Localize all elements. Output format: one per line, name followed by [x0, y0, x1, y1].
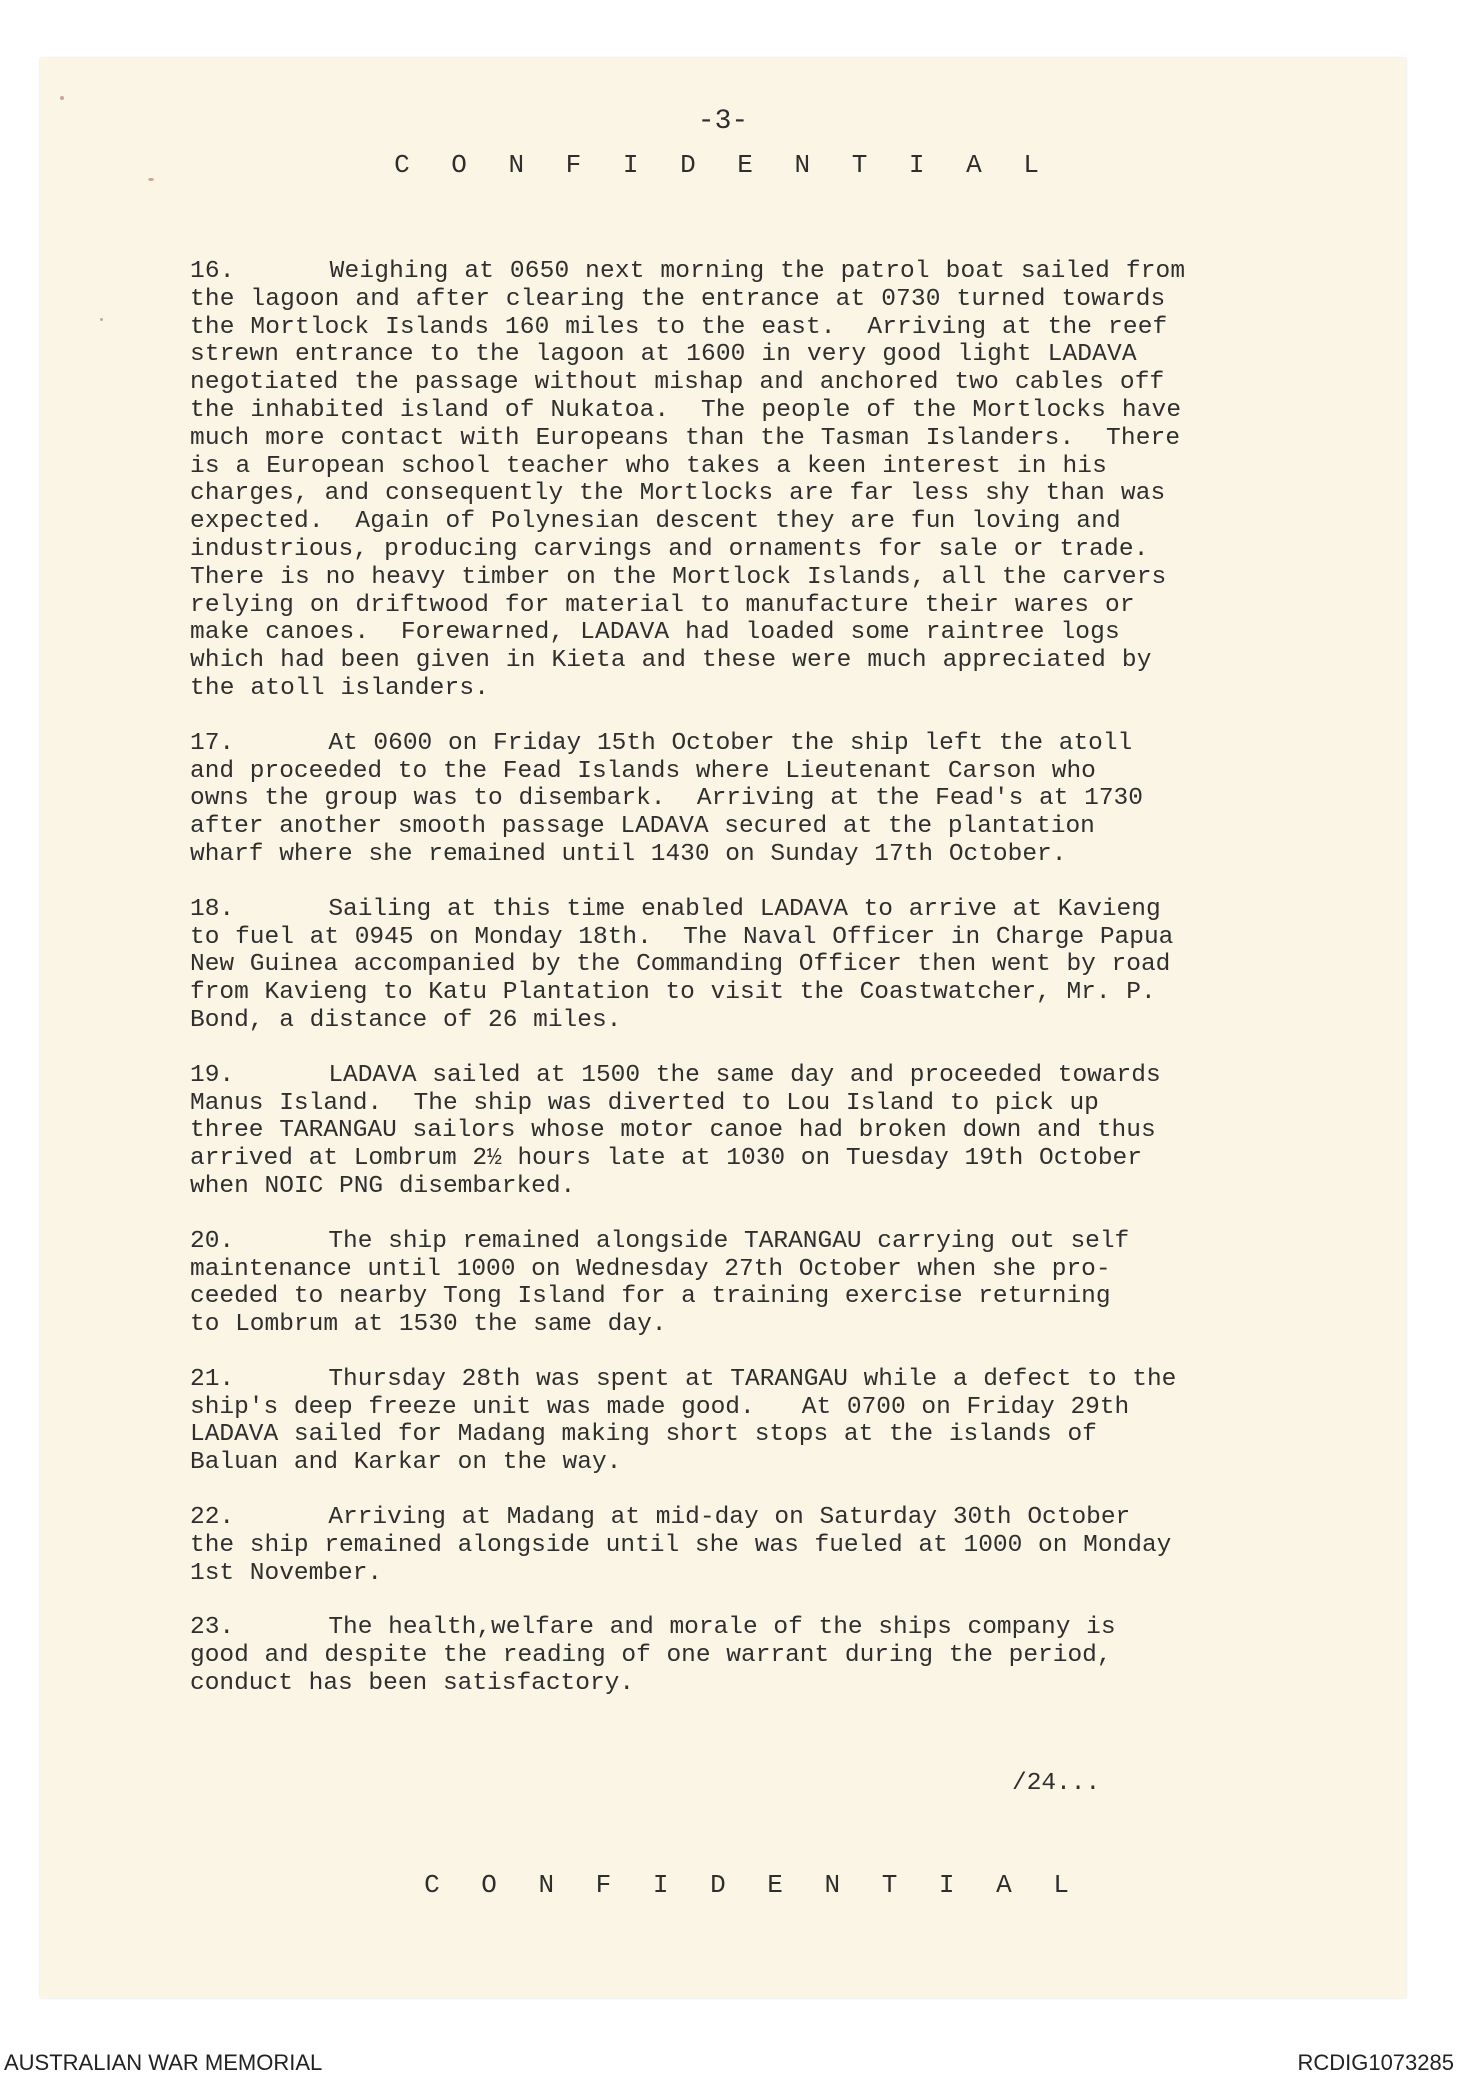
paragraph-16: 16. Weighing at 0650 next morning the patrol boat sailed from the lagoon and after clearing the entrance at 0730 turned towards the Mortlock Islands 160 miles to the east. Arriving at the reef strewn entrance to the lagoon at 1600 in very good light LADAVA negotiated the passage without mishap and anchored two cables off the inhabited island of Nukatoa. The people of the Mortlocks have much more contact with Europeans than the Tasman Islanders. There is a European school teacher who takes a keen interest in his charges, and consequently the Mortlocks are far less shy than was expected. Again of Polynesian descent they are fun loving and industrious, producing carvings and ornaments for sale or trade. There is no heavy timber on the Mortlock Islands, all the carvers relying on driftwood for material to manufacture their wares or make canoes. Forewarned, LADAVA had loaded some raintree logs which had been given in Kieta and these were much appreciated by the atoll islanders.	[190, 258, 1186, 702]
paragraph-23: 23. The health,welfare and morale of the ships company is good and despite the reading of one warrant during the period, conduct has been satisfactory.	[190, 1614, 1116, 1698]
continuation-marker: /24...	[1012, 1770, 1101, 1797]
document-body	[190, 258, 1330, 1725]
footer-classification: C O N F I D E N T I A L	[424, 1870, 1082, 1900]
paragraph-18: 18. Sailing at this time enabled LADAVA to arrive at Kavieng to fuel at 0945 on Monday 18th. The Naval Officer in Charge Papua New Guinea accompanied by the Commanding Officer then went by road from Kavieng to Katu Plantation to visit the Coastwatcher, Mr. P. Bond, a distance of 26 miles.	[190, 895, 1174, 1034]
paragraph-21: 21. Thursday 28th was spent at TARANGAU while a defect to the ship's deep freeze unit was made good. At 0700 on Friday 29th LADAVA sailed for Madang making short stops at the islands of Baluan and Karkar on the way.	[190, 1365, 1177, 1477]
document-page	[40, 58, 1406, 1998]
header-classification: C O N F I D E N T I A L	[394, 150, 1052, 180]
paper-speck	[60, 96, 64, 100]
archive-credit: AUSTRALIAN WAR MEMORIAL	[4, 2050, 323, 2075]
paragraph-19: 19. LADAVA sailed at 1500 the same day and proceeded towards Manus Island. The ship was diverted to Lou Island to pick up three TARANGAU sailors whose motor canoe had broken down and thus arrived at Lombrum 2½ hours late at 1030 on Tuesday 19th October when NOIC PNG disembarked.	[190, 1061, 1161, 1200]
paragraph-22: 22. Arriving at Madang at mid-day on Saturday 30th October the ship remained alongside until she was fueled at 1000 on Monday 1st November.	[190, 1504, 1172, 1587]
paragraph-17: 17. At 0600 on Friday 15th October the ship left the atoll and proceeded to the Fead Islands where Lieutenant Carson who owns the group was to disembark. Arriving at the Fead's at 1730 after another smooth passage LADAVA secured at the plantation wharf where she remained until 1430 on Sunday 17th October.	[190, 729, 1143, 868]
page-number: -3-	[697, 106, 749, 137]
paragraph-20: 20. The ship remained alongside TARANGAU carrying out self maintenance until 1000 on Wednesday 27th October when she pro- ceeded to nearby Tong Island for a training exercise returning to Lombrum at 1530 the same day.	[190, 1227, 1130, 1339]
paper-speck	[100, 318, 103, 321]
archive-id: RCDIG1073285	[1297, 2050, 1454, 2075]
